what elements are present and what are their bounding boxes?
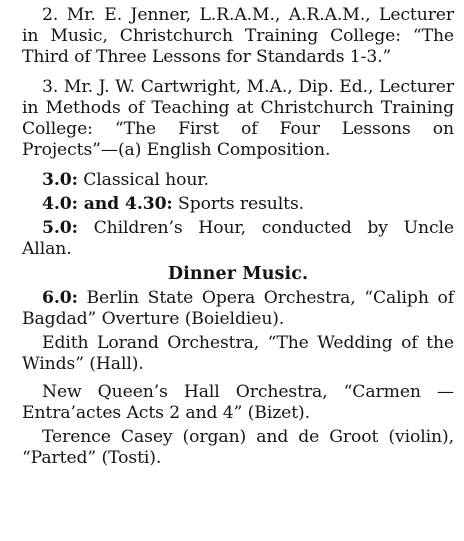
lecture-item-2 bbox=[22, 5, 454, 68]
lecture-number: 2. bbox=[42, 5, 59, 25]
program-text: Children’s Hour, conducted by Uncle Allan. bbox=[22, 218, 454, 259]
program-text: Sports results. bbox=[178, 194, 305, 214]
program-item-sports-results bbox=[22, 194, 454, 215]
program-text: Berlin State Opera Orchestra, “Caliph of Bagdad” Overture (Boieldieu). bbox=[22, 288, 454, 329]
lecture-number: 3. bbox=[42, 77, 59, 97]
lecture-text: Mr. E. Jenner, L.R.A.M., A.R.A.M., Lecturer in Music, Christchurch Training College: “The Third of Three Lessons for Standards 1-3.” bbox=[22, 5, 454, 67]
dinner-item-berlin bbox=[22, 288, 454, 330]
program-time: 5.0: bbox=[42, 218, 78, 238]
program-item-classical-hour bbox=[22, 170, 454, 191]
lecture-text: Mr. J. W. Cartwright, M.A., Dip. Ed., Lecturer in Methods of Teaching at Christchurch Training College: “The First of Four Lessons on Projects”—(a) English Composition. bbox=[22, 77, 454, 160]
program-text: Classical hour. bbox=[83, 170, 209, 190]
program-time: 4.0: and 4.30: bbox=[42, 194, 173, 214]
dinner-item-terence-casey bbox=[22, 427, 454, 469]
program-time: 6.0: bbox=[42, 288, 78, 308]
dinner-music-heading: Dinner Music. bbox=[167, 264, 309, 284]
program-time: 3.0: bbox=[42, 170, 78, 190]
program-text: New Queen’s Hall Orchestra, “Carmen —Entra’actes Acts 2 and 4” (Bizet). bbox=[22, 382, 454, 423]
program-text: Edith Lorand Orchestra, “The Wedding of the Winds” (Hall). bbox=[22, 333, 454, 374]
program-item-childrens-hour bbox=[22, 218, 454, 260]
program-text: Terence Casey (organ) and de Groot (violin), “Parted” (Tosti). bbox=[22, 427, 454, 468]
dinner-item-edith-lorand bbox=[22, 333, 454, 375]
lecture-item-3 bbox=[22, 77, 454, 161]
dinner-item-new-queens-hall bbox=[22, 382, 454, 424]
